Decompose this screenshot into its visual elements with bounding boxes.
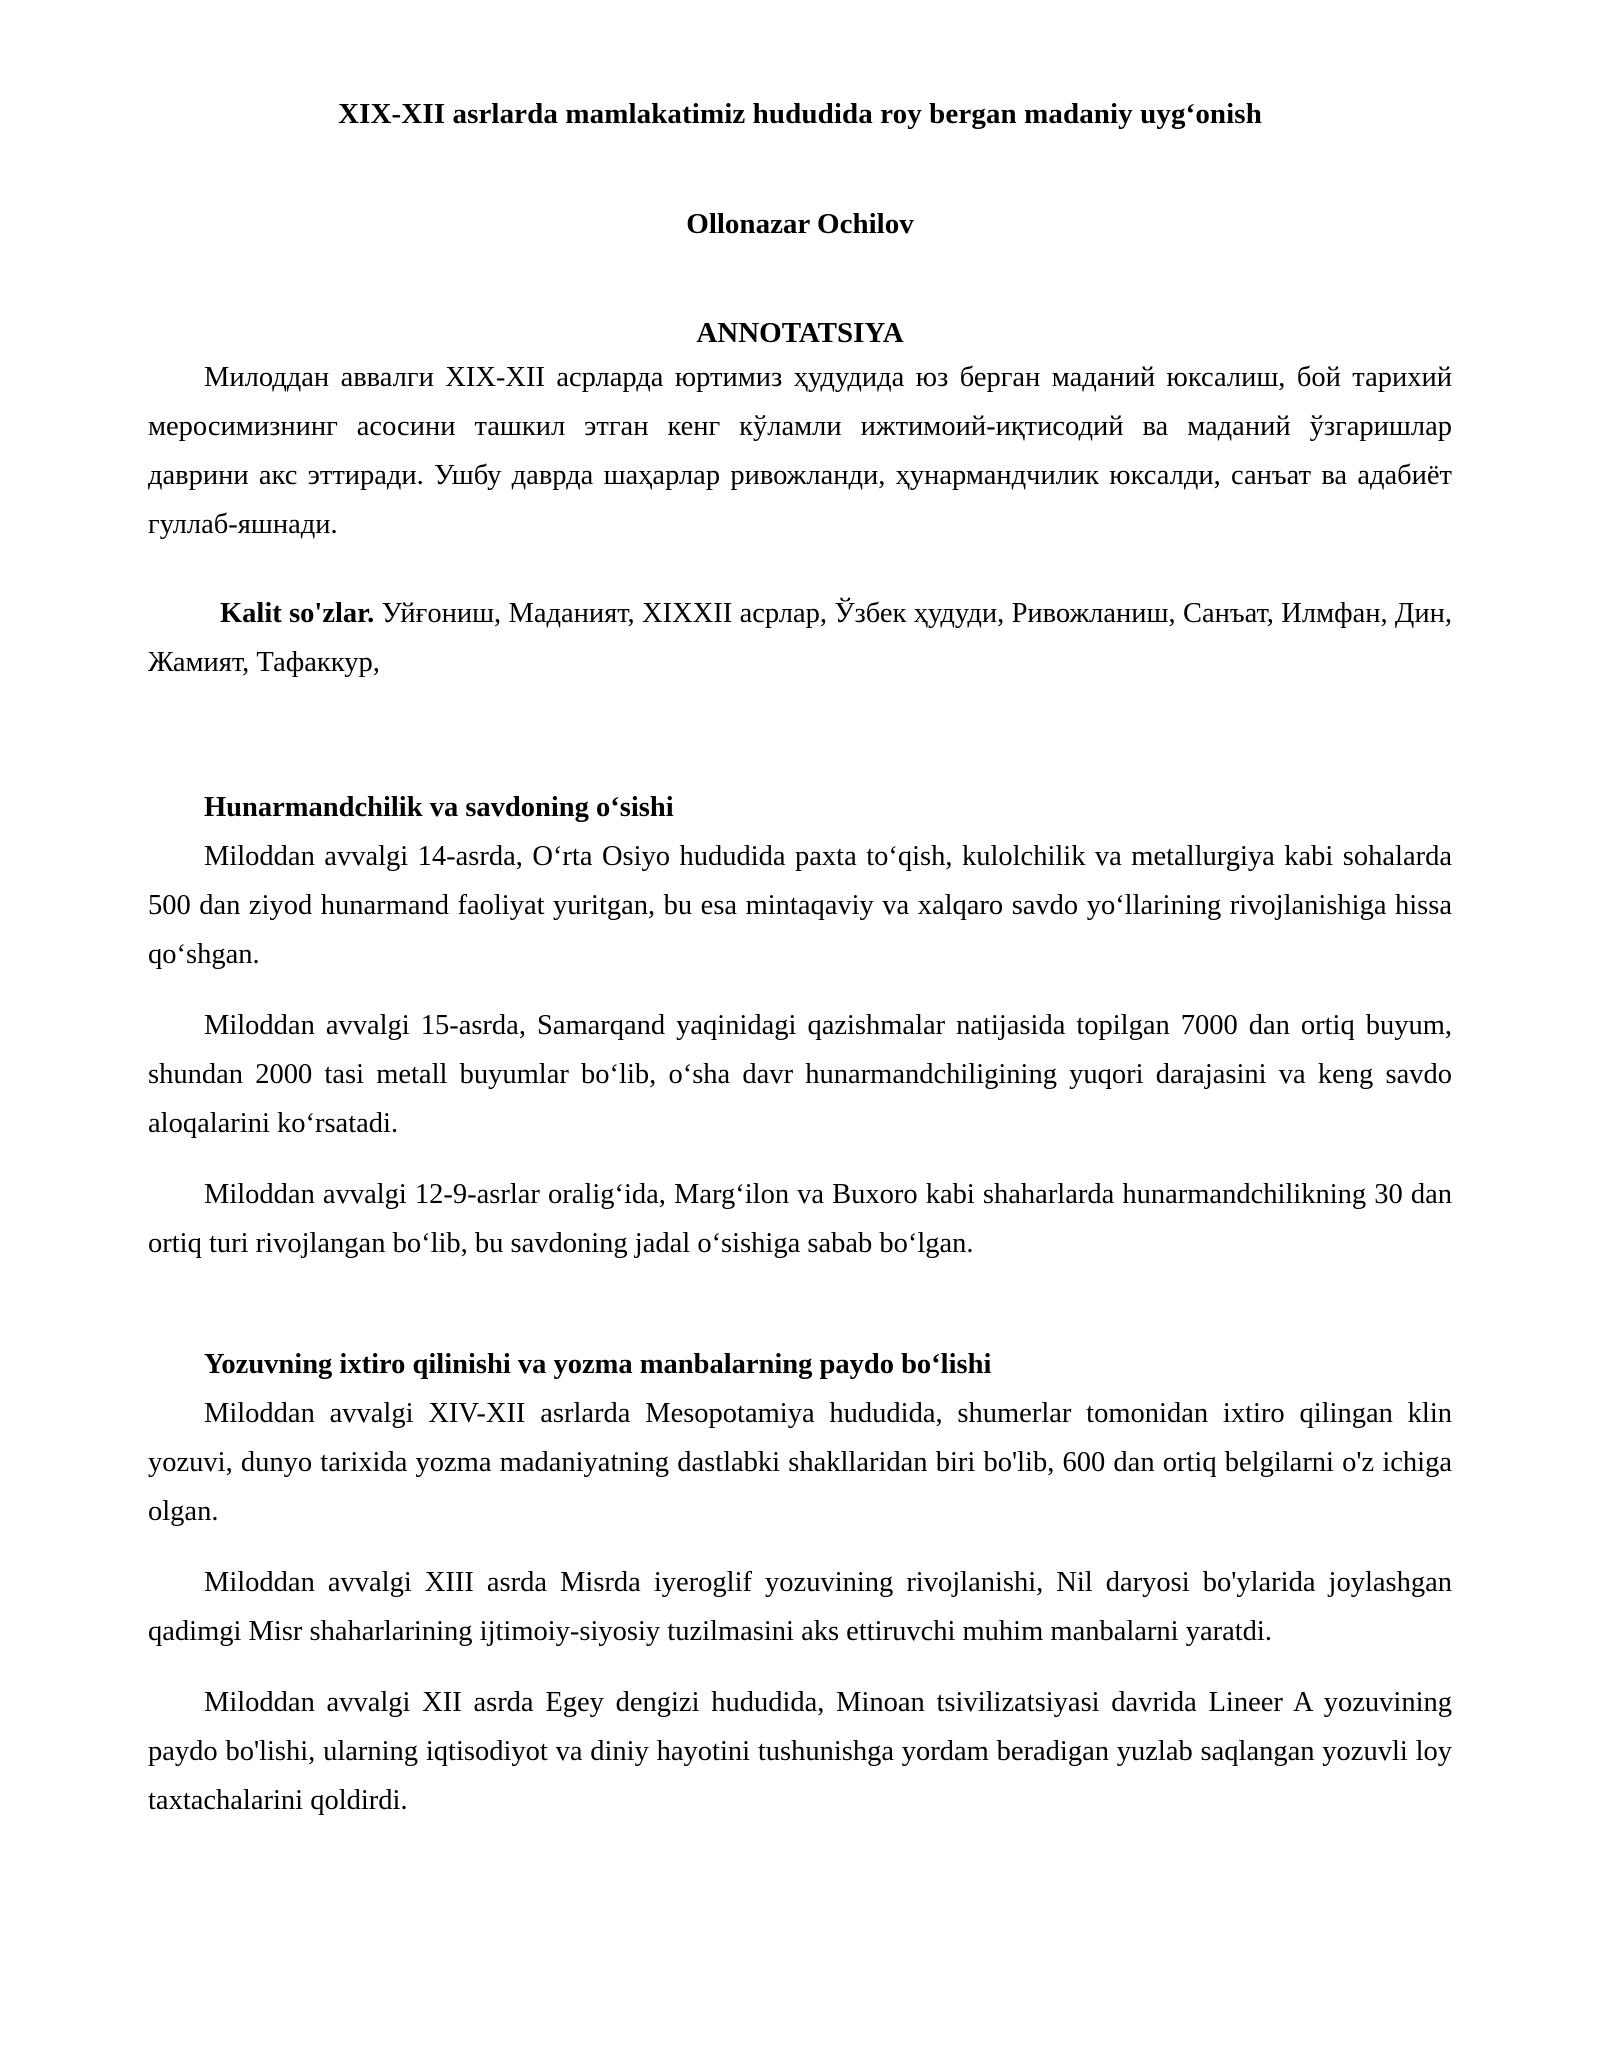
keywords-paragraph xyxy=(148,589,1452,687)
section-heading-1: Hunarmandchilik va savdoning o‘sishi xyxy=(204,792,674,824)
section-1-paragraph-2: Miloddan avvalgi 15-asrda, Samarqand yaqinidagi qazishmalar natijasida topilgan 7000 dan ortiq buyum, shundan 2000 tasi metall buyumlar bo‘lib, o‘sha davr hunarmandchiligining yuqori darajasini va keng savdo aloqalarini ko‘rsatadi. xyxy=(148,1010,1452,1140)
spacer-before-keywords xyxy=(148,549,1452,589)
section-1-paragraph-1: Miloddan avvalgi 14-asrda, O‘rta Osiyo hududida paxta to‘qish, kulolchilik va metallurgiya kabi sohalarda 500 dan ziyod hunarmand faoliyat yuritgan, bu esa mintaqaviy va xalqaro savdo yo‘llarining rivojlanishiga hissa qo‘shgan. xyxy=(148,841,1452,971)
keywords-list: Уйғониш, Маданият, XIXXII асрлар, Ўзбек ҳудуди, Ривожланиш, Санъат, Илмфан, Дин, Жамият, Тафаккур, xyxy=(148,598,1452,679)
section-1-paragraph-3: Miloddan avvalgi 12-9-asrlar oralig‘ida, Marg‘ilon va Buxoro kabi shaharlarda hunarmandchilikning 30 dan ortiq turi rivojlangan bo‘lib, bu savdoning jadal o‘sishiga sabab bo‘lgan. xyxy=(148,1179,1452,1260)
spacer-s2-p2 xyxy=(148,1656,1452,1678)
spacer-s2-p1 xyxy=(148,1536,1452,1558)
spacer-after-author xyxy=(148,243,1452,315)
spacer-s1-p2 xyxy=(148,1148,1452,1170)
spacer-before-section-1 xyxy=(148,687,1452,783)
annotation-paragraph: Милоддан аввалги XIX-XII асрларда юртимиз ҳудудида юз берган маданий юксалиш, бой тарихий меросимизнинг асосини ташкил этган кенг кўламли ижтимоий-иқтисодий ва маданий ўзгаришлар даврини акс эттиради. Ушбу даврда шаҳарлар ривожланди, ҳунармандчилик юксалди, санъат ва адабиёт гуллаб-яшнади. xyxy=(148,362,1452,541)
spacer-before-section-2 xyxy=(148,1268,1452,1340)
section-2-paragraph-3: Miloddan avvalgi XII asrda Egey dengizi hududida, Minoan tsivilizatsiyasi davrida Lineer A yozuvining paydo bo'lishi, ularning iqtisodiyot va diniy hayotini tushunishga yordam beradigan yuzlab saqlangan yozuvli loy taxtachalarini qoldirdi. xyxy=(148,1687,1452,1817)
spacer-after-title xyxy=(148,134,1452,206)
annotation-heading: ANNOTATSIYA xyxy=(696,317,904,350)
author-name: Ollonazar Ochilov xyxy=(686,207,914,240)
spacer-s1-p1 xyxy=(148,979,1452,1001)
section-heading-2: Yozuvning ixtiro qilinishi va yozma manbalarning paydo bo‘lishi xyxy=(204,1349,992,1381)
section-2-paragraph-1: Miloddan avvalgi XIV-XII asrlarda Mesopotamiya hududida, shumerlar tomonidan ixtiro qilingan klin yozuvi, dunyo tarixida yozma madaniyatning dastlabki shakllaridan biri bo'lib, 600 dan ortiq belgilarni o'z ichiga olgan. xyxy=(148,1398,1452,1528)
keywords-label: Kalit so'zlar. xyxy=(220,598,375,630)
page-title: XIX-XII asrlarda mamlakatimiz hududida roy bergan madaniy uyg‘onish xyxy=(338,98,1262,130)
section-2-paragraph-2: Miloddan avvalgi XIII asrda Misrda iyeroglif yozuvining rivojlanishi, Nil daryosi bo'ylarida joylashgan qadimgi Misr shaharlarining ijtimoiy-siyosiy tuzilmasini aks ettiruvchi muhim manbalarni yaratdi. xyxy=(148,1567,1452,1648)
